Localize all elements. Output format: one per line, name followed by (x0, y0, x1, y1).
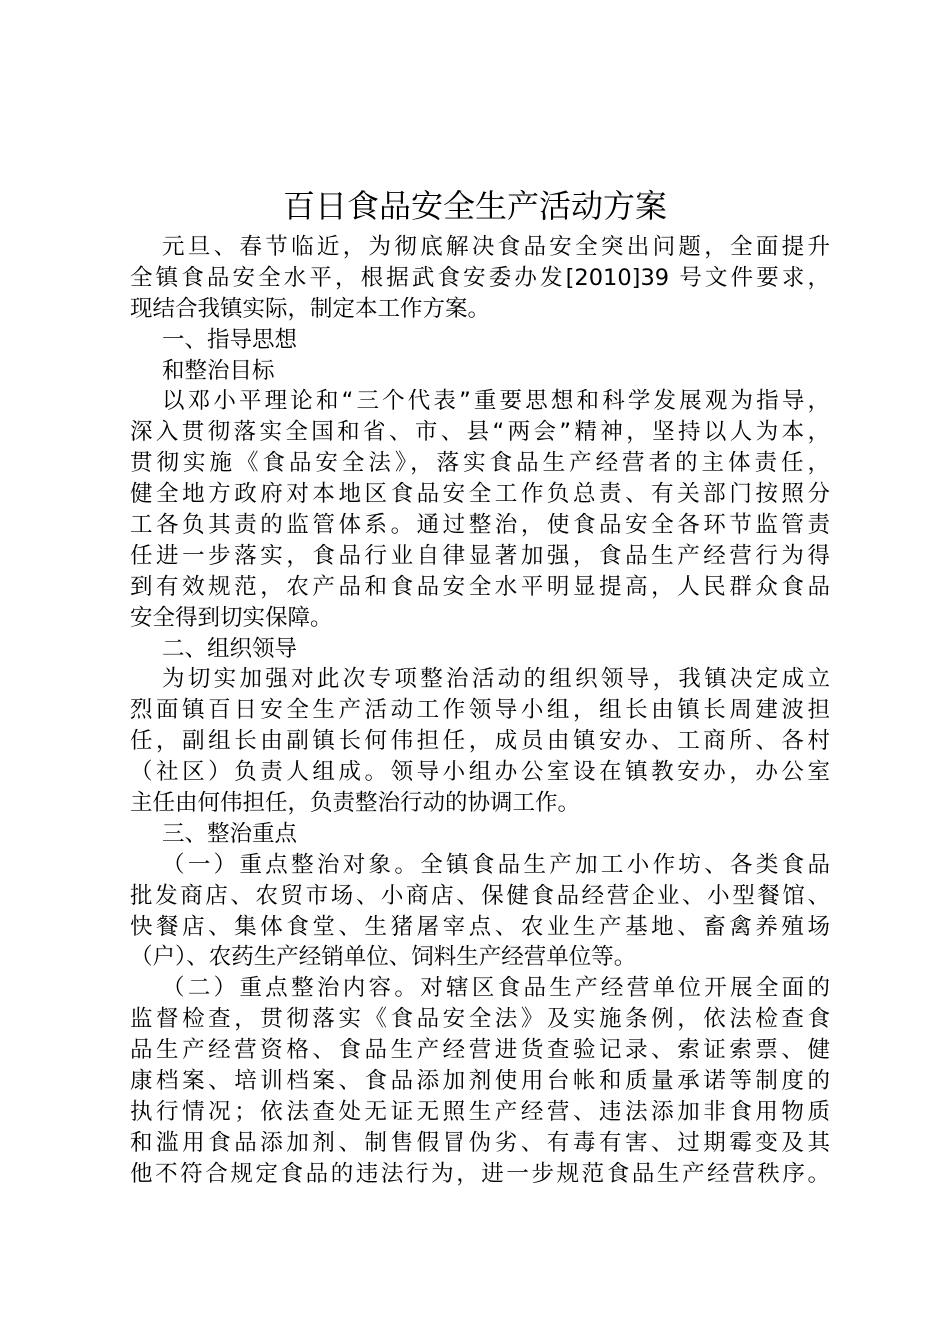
body-line: 任，副组长由副镇长何伟担任，成员由镇安办、工商所、各村 (130, 728, 830, 755)
body-line: 工各负其责的监管体系。通过整治，使食品安全各环节监管责 (130, 512, 830, 539)
body-line: 他不符合规定食品的违法行为，进一步规范食品生产经营秩序。 (130, 1160, 830, 1187)
body-line: 到有效规范，农产品和食品安全水平明显提高，人民群众食品 (130, 573, 830, 600)
body-line: 现结合我镇实际，制定本工作方案。 (130, 295, 491, 322)
body-line: 快餐店、集体食堂、生猪屠宰点、农业生产基地、畜禽养殖场 (130, 913, 830, 940)
body-line: 品生产经营资格、食品生产经营进货查验记录、索证索票、健 (130, 1037, 830, 1064)
body-line: 全镇食品安全水平，根据武食安委办发[2010]39 号文件要求， (130, 264, 830, 291)
body-line: （户）、农药生产经销单位、饲料生产经营单位等。 (130, 944, 637, 971)
body-line: 监督检查，贯彻落实《食品安全法》及实施条例，依法检查食 (130, 1006, 830, 1033)
body-line: 元旦、春节临近，为彻底解决食品安全突出问题，全面提升 (162, 234, 830, 260)
body-line: 康档案、培训档案、食品添加剂使用台帐和质量承诺等制度的 (130, 1068, 830, 1095)
body-line: 一、指导思想 (162, 326, 298, 353)
body-line: 主任由何伟担任，负责整治行动的协调工作。 (130, 790, 581, 817)
body-line: 三、整治重点 (162, 820, 298, 847)
body-line: 安全得到切实保障。 (130, 604, 333, 631)
body-line: 烈面镇百日安全生产活动工作领导小组，组长由镇长周建波担 (130, 697, 830, 724)
body-line: 批发商店、农贸市场、小商店、保健食品经营企业、小型餐馆、 (130, 882, 830, 909)
document-body (130, 232, 830, 1190)
body-line: （二）重点整治内容。对辖区食品生产经营单位开展全面的 (162, 975, 830, 1002)
document-title: 百日食品安全生产活动方案 (282, 187, 667, 225)
body-line: 执行情况；依法查处无证无照生产经营、违法添加非食用物质 (130, 1098, 830, 1125)
body-line: 为切实加强对此次专项整治活动的组织领导，我镇决定成立 (162, 666, 830, 693)
body-line: 健全地方政府对本地区食品安全工作负总责、有关部门按照分 (130, 481, 830, 508)
body-line: 深入贯彻落实全国和省、市、县“两会”精神，坚持以人为本， (130, 419, 830, 446)
body-line: （社区）负责人组成。领导小组办公室设在镇教安办，办公室 (130, 759, 830, 786)
body-line: 贯彻实施《食品安全法》，落实食品生产经营者的主体责任， (130, 450, 830, 477)
body-line: 二、组织领导 (162, 635, 298, 662)
body-line: 任进一步落实，食品行业自律显著加强，食品生产经营行为得 (130, 542, 830, 569)
body-line: 和滥用食品添加剂、制售假冒伪劣、有毒有害、过期霉变及其 (130, 1129, 830, 1156)
body-line: 以邓小平理论和“三个代表”重要思想和科学发展观为指导， (162, 388, 830, 415)
body-line: 和整治目标 (162, 357, 275, 384)
body-line: （一）重点整治对象。全镇食品生产加工小作坊、各类食品 (162, 851, 830, 878)
